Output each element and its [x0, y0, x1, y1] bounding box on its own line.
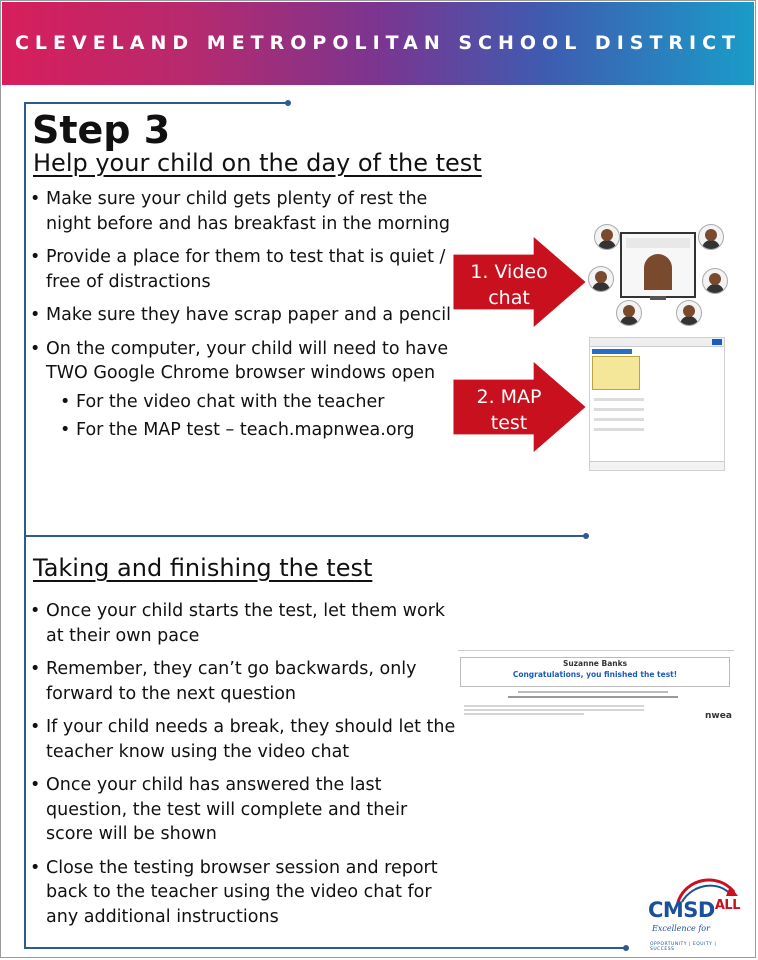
detail-line: [464, 705, 644, 707]
avatar: [594, 224, 620, 250]
video-participant-strip: [626, 238, 690, 248]
sub-bullet-list: [46, 390, 455, 443]
list-item: • Provide a place for them to test that is quiet / free of distractions: [30, 245, 455, 294]
step-title: Step 3: [32, 108, 171, 152]
video-screen: [620, 232, 696, 298]
arrow-label-line: 2. MAP: [476, 386, 542, 408]
teacher-video: [644, 254, 672, 290]
list-item: • For the MAP test – teach.mapnwea.org: [60, 418, 455, 443]
map-toolbar-button: [712, 339, 722, 345]
map-question-header: [592, 349, 632, 354]
district-name: CLEVELAND METROPOLITAN SCHOOL DISTRICT: [14, 32, 742, 54]
student-name: Suzanne Banks: [562, 659, 628, 668]
left-rule: [24, 103, 26, 536]
top-rule: [24, 102, 286, 104]
video-chat-arrow-label: [466, 259, 552, 311]
logo-excellence: Excellence for: [652, 924, 710, 933]
nwea-logo: nwea: [705, 711, 732, 721]
map-answer-line: [594, 418, 644, 421]
middle-rule-dot: [583, 533, 589, 539]
cmsd-logo: [646, 872, 742, 952]
bottom-rule: [24, 947, 624, 949]
step-bullet-list: [30, 187, 455, 452]
detail-line: [518, 691, 668, 693]
logo-cmsd-text: CMSD: [648, 898, 715, 922]
list-item: • Remember, they can’t go backwards, only forward to the next question: [30, 657, 458, 706]
congrats-box: [460, 657, 730, 687]
middle-rule: [24, 535, 584, 537]
map-question-grid: [592, 356, 640, 390]
arrow-label-line: test: [490, 412, 528, 434]
top-rule-dot: [285, 100, 291, 106]
list-item: • If your child needs a break, they should let the teacher know using the video chat: [30, 715, 458, 764]
map-test-arrow-label: [466, 384, 552, 436]
map-answer-line: [594, 408, 644, 411]
avatar: [702, 268, 728, 294]
avatar: [616, 300, 642, 326]
district-banner: [2, 2, 754, 85]
detail-line: [508, 696, 678, 698]
map-footer: [590, 461, 724, 470]
avatar: [676, 300, 702, 326]
bottom-rule-dot: [623, 945, 629, 951]
arrow-label-line: 1. Video: [470, 261, 548, 283]
list-item: • Make sure they have scrap paper and a pencil: [30, 303, 455, 328]
map-toolbar: [590, 338, 724, 347]
list-item: • Once your child has answered the last question, the test will complete and their score will be shown: [30, 773, 458, 847]
congrats-message: Congratulations, you finished the test!: [512, 670, 678, 679]
list-item: • Once your child starts the test, let them work at their own pace: [30, 599, 458, 648]
detail-line: [464, 709, 644, 711]
finishing-heading: Taking and finishing the test: [33, 554, 373, 582]
step-heading: Help your child on the day of the test: [33, 149, 482, 177]
arrow-label-line: chat: [488, 287, 530, 309]
logo-all-text: ALL: [714, 898, 741, 913]
list-item: [30, 337, 455, 443]
logo-wordmark: [648, 898, 740, 922]
avatar: [698, 224, 724, 250]
video-chat-illustration: [588, 222, 723, 337]
left-rule-lower: [24, 536, 26, 948]
list-item: • Make sure your child gets plenty of rest the night before and has breakfast in the morning: [30, 187, 455, 236]
list-item: • Close the testing browser session and report back to the teacher using the video chat for any additional instructions: [30, 856, 458, 930]
avatar: [588, 266, 614, 292]
map-answer-line: [594, 428, 644, 431]
detail-line: [464, 713, 584, 715]
video-screen-stand: [650, 296, 666, 300]
test-complete-screenshot: [458, 650, 734, 723]
list-item-text: On the computer, your child will need to have TWO Google Chrome browser windows open: [46, 338, 449, 383]
map-answer-line: [594, 398, 644, 401]
list-item: • For the video chat with the teacher: [60, 390, 455, 415]
logo-tagline: OPPORTUNITY | EQUITY | SUCCESS: [650, 942, 717, 952]
finishing-bullet-list: [30, 599, 458, 938]
map-test-screenshot: [589, 337, 725, 471]
